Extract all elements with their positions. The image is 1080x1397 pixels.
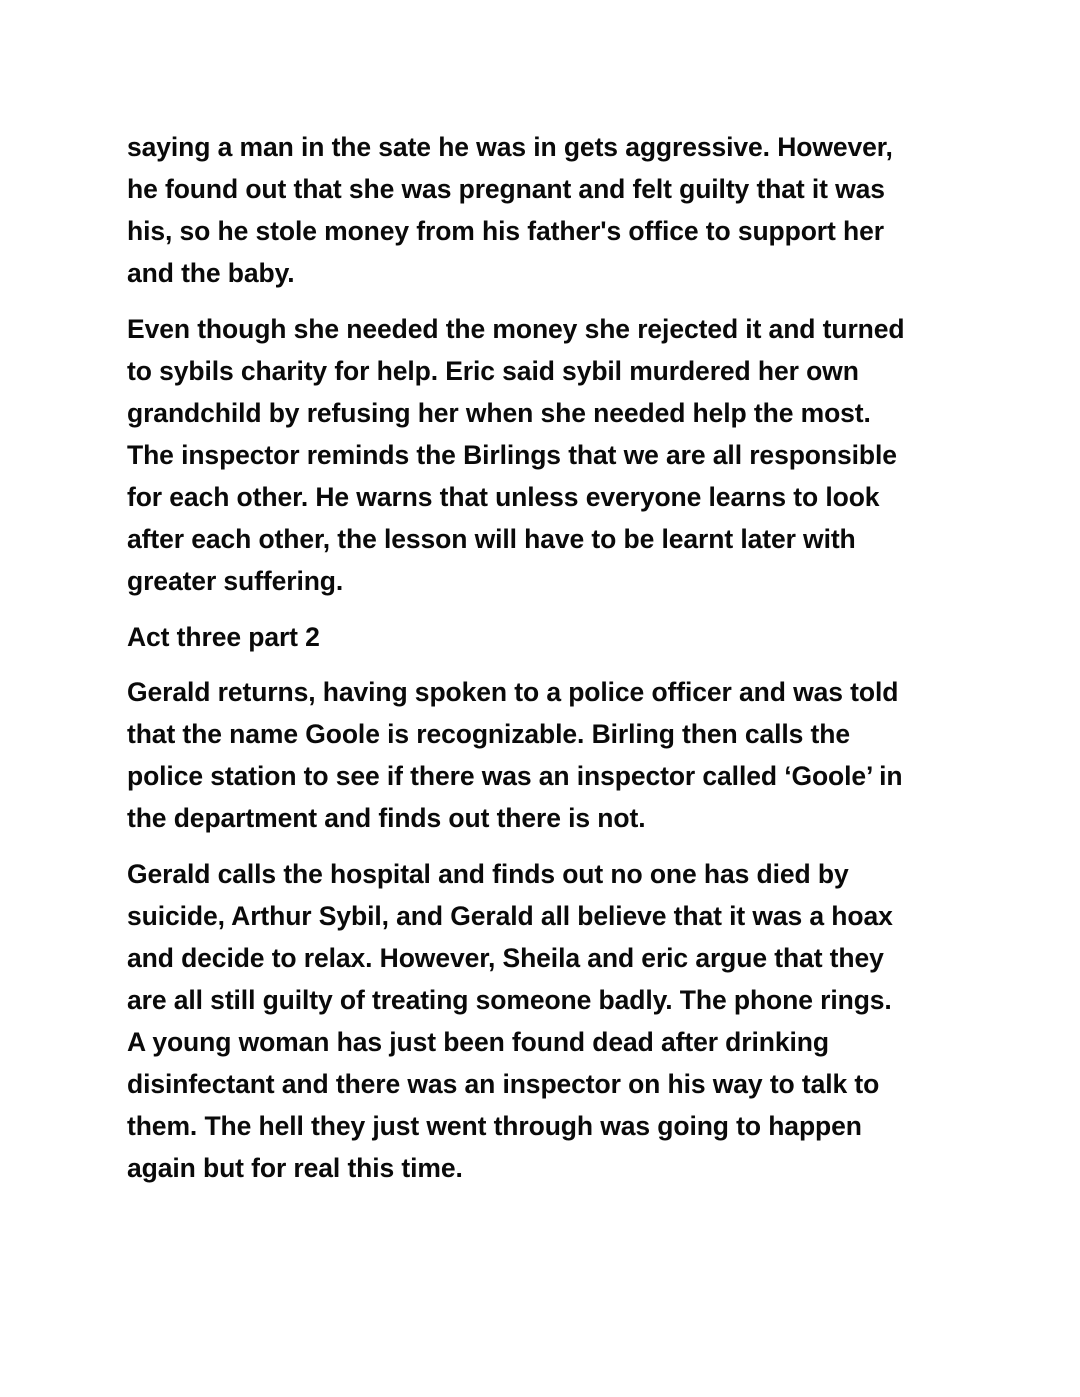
text-line: A young woman has just been found dead after drinking xyxy=(127,1027,829,1057)
text-line: greater suffering. xyxy=(127,566,344,596)
text-line: grandchild by refusing her when she needed help the most. xyxy=(127,398,871,428)
paragraph-eric-confession xyxy=(127,126,1000,294)
text-line: his, so he stole money from his father's office to support her xyxy=(127,216,884,246)
paragraph-inspector-warning xyxy=(127,308,1000,602)
text-line: are all still guilty of treating someone badly. The phone rings. xyxy=(127,985,892,1015)
text-line: Even though she needed the money she rejected it and turned xyxy=(127,314,905,344)
text-line: them. The hell they just went through was going to happen xyxy=(127,1111,862,1141)
text-line: and decide to relax. However, Sheila and eric argue that they xyxy=(127,943,884,973)
text-line: and the baby. xyxy=(127,258,295,288)
text-line: police station to see if there was an inspector called ‘Goole’ in xyxy=(127,761,903,791)
text-line: the department and finds out there is not. xyxy=(127,803,646,833)
text-line: Gerald calls the hospital and finds out no one has died by xyxy=(127,859,849,889)
text-line: to sybils charity for help. Eric said sybil murdered her own xyxy=(127,356,859,386)
text-line: saying a man in the sate he was in gets aggressive. However, xyxy=(127,132,893,162)
text-line: he found out that she was pregnant and felt guilty that it was xyxy=(127,174,885,204)
text-line: after each other, the lesson will have to be learnt later with xyxy=(127,524,856,554)
text-line: suicide, Arthur Sybil, and Gerald all believe that it was a hoax xyxy=(127,901,893,931)
text-line: disinfectant and there was an inspector on his way to talk to xyxy=(127,1069,880,1099)
text-line: that the name Goole is recognizable. Birling then calls the xyxy=(127,719,850,749)
text-line: again but for real this time. xyxy=(127,1153,463,1183)
text-line: Gerald returns, having spoken to a police officer and was told xyxy=(127,677,899,707)
text-line: for each other. He warns that unless everyone learns to look xyxy=(127,482,880,512)
paragraph-phone-rings xyxy=(127,853,1000,1189)
text-line: The inspector reminds the Birlings that we are all responsible xyxy=(127,440,897,470)
paragraph-gerald-returns xyxy=(127,671,1000,839)
section-heading: Act three part 2 xyxy=(127,622,320,652)
